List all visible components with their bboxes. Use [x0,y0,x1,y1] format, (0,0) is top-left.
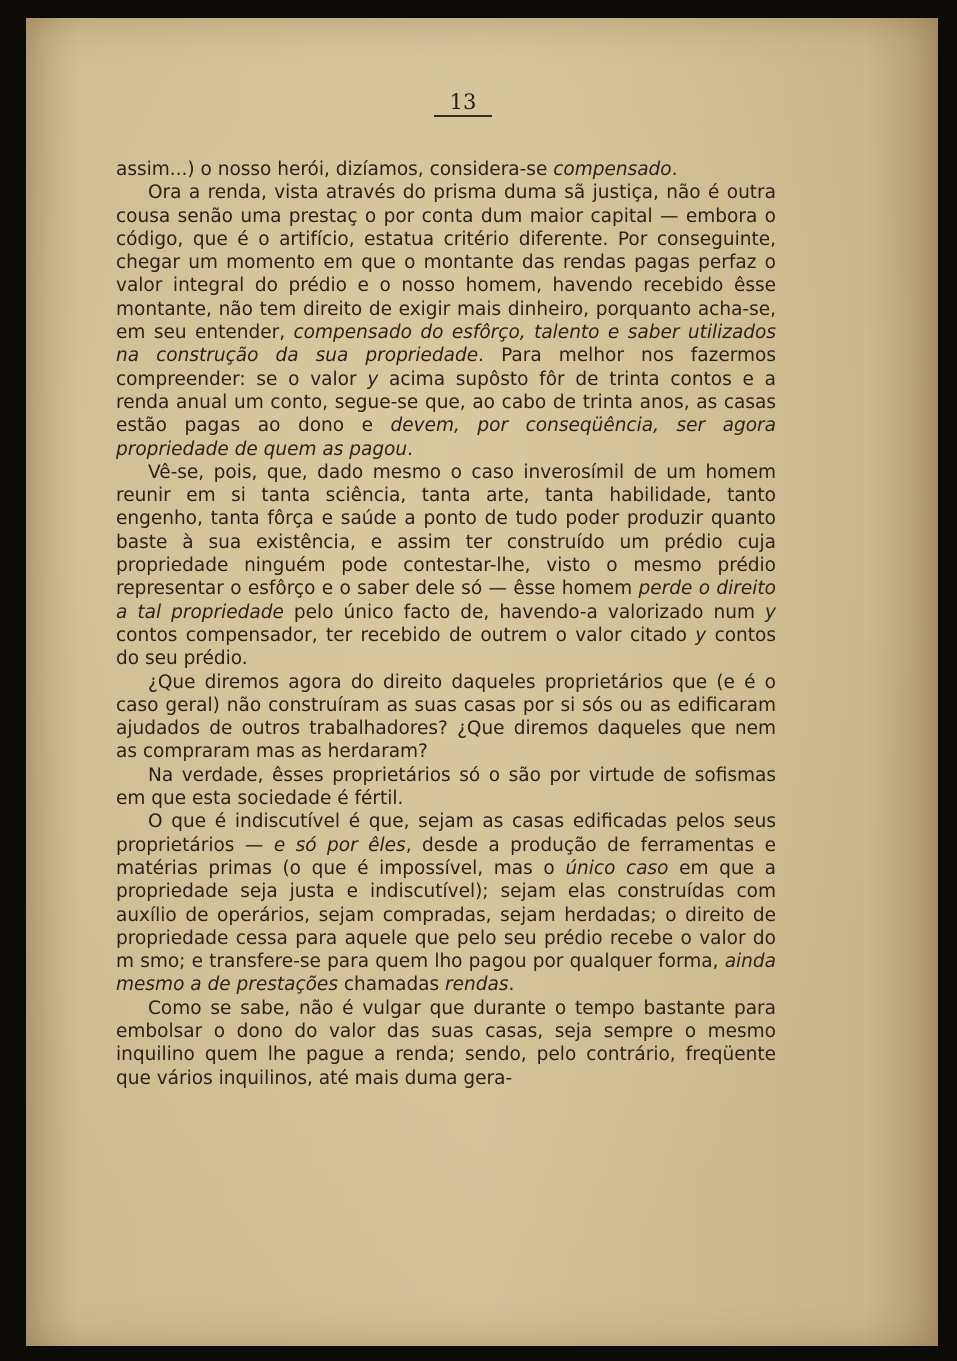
paragraph [116,158,776,181]
paragraph [116,671,776,764]
paragraph [116,997,776,1090]
emphasized-text: compensado do esfôrço, talento e saber utilizados na construção da sua propriedade [116,322,777,367]
text-run: ¿Que diremos agora do direito daqueles proprietários que (e é o caso geral) não construíram as suas casas por si sós ou as edificaram ajudados de outros trabalhadores? ¿Que diremos daqueles que nem as compraram mas as herdaram? [116,671,776,763]
text-run: . [508,974,515,996]
text-run: Na verdade, êsses proprietários só o são por virtude de sofismas em que esta sociedade é fértil. [116,764,776,810]
emphasized-text: único caso [565,857,669,879]
text-run: em que a propriedade seja justa e indiscutível); sejam elas construídas com auxílio de operários, sejam compradas, sejam herdadas; o direito de propriedade cessa para aquele que pelo seu prédio recebe o valor do m smo; e transfere-se para quem lho pagou por qualquer forma, [116,857,776,973]
emphasized-text: e só por êles [273,834,406,856]
text-run: Como se sabe, não é vulgar que durante o tempo bastante para embolsar o dono do valor das suas casas, seja sempre o mesmo inquilino quem lhe pague a renda; sendo, pelo contrário, freqüente que vários inquilinos, até mais duma gera- [116,997,776,1089]
text-run: . [407,438,413,460]
text-run: . Para melhor nos fazermos compreender: se o valor [116,345,776,390]
text-run: Ora a renda, vista através do prisma duma sã justiça, não é outra cousa senão uma prestaç o por conta dum maior capital — embora o código, que é o artifício, estatua critério diferente. Por conseguinte, chegar um momento em que o montante das rendas pagas perfaz o valor integral do prédio e o nosso homem, havendo recebido êsse montante, não tem direito de exigir mais dinheiro, porquanto acha-se, em seu entender, [116,182,776,344]
paragraph [116,461,776,671]
text-run: assim...) o nosso herói, dizíamos, considera-se [116,159,554,180]
text-run: contos compensador, ter recebido de outrem o valor citado [116,624,696,646]
emphasized-text: devem, por conseqüência, ser agora propriedade de quem as pagou [116,415,776,460]
emphasized-text: y [367,368,379,390]
paragraph [116,181,776,461]
emphasized-text: compensado [553,159,672,180]
text-run: , desde a produção de ferramentas e matérias primas (o que é impossível, mas o [116,834,776,879]
text-run: acima supôsto fôr de trinta contos e a renda anual um conto, segue-se que, ao cabo de trinta anos, as casas estão pagas ao dono e [116,368,776,437]
emphasized-text: ainda mesmo a de prestações [116,951,776,996]
text-run: chamadas [337,974,446,996]
text-run: Vê-se, pois, que, dado mesmo o caso inverosímil de um homem reunir em si tanta sciência, tanta arte, tanta habilidade, tanto engenho, tanta fôrça e saúde a ponto de tudo poder produzir quanto baste à sua existência, e assim ter construído um prédio cuja propriedade ninguém pode contestar-lhe, visto o mesmo prédio representar o esfôrço e o saber dele só — êsse homem [116,461,776,600]
text-run: contos do seu prédio. [116,624,776,670]
paragraph [116,810,776,996]
emphasized-text: perde o direito a tal propriedade [116,578,776,623]
text-run: . [671,159,678,180]
page-number: 13 [434,90,492,117]
text-run: pelo único facto de, havendo-a valorizado num [283,601,766,623]
emphasized-text: y [765,601,776,623]
book-page [26,18,938,1346]
paragraph [116,764,776,811]
emphasized-text: rendas [445,974,509,996]
emphasized-text: y [695,624,707,646]
body-text [116,158,776,1090]
text-run: O que é indiscutível é que, sejam as casas edificadas pelos seus proprietários — [116,811,776,856]
